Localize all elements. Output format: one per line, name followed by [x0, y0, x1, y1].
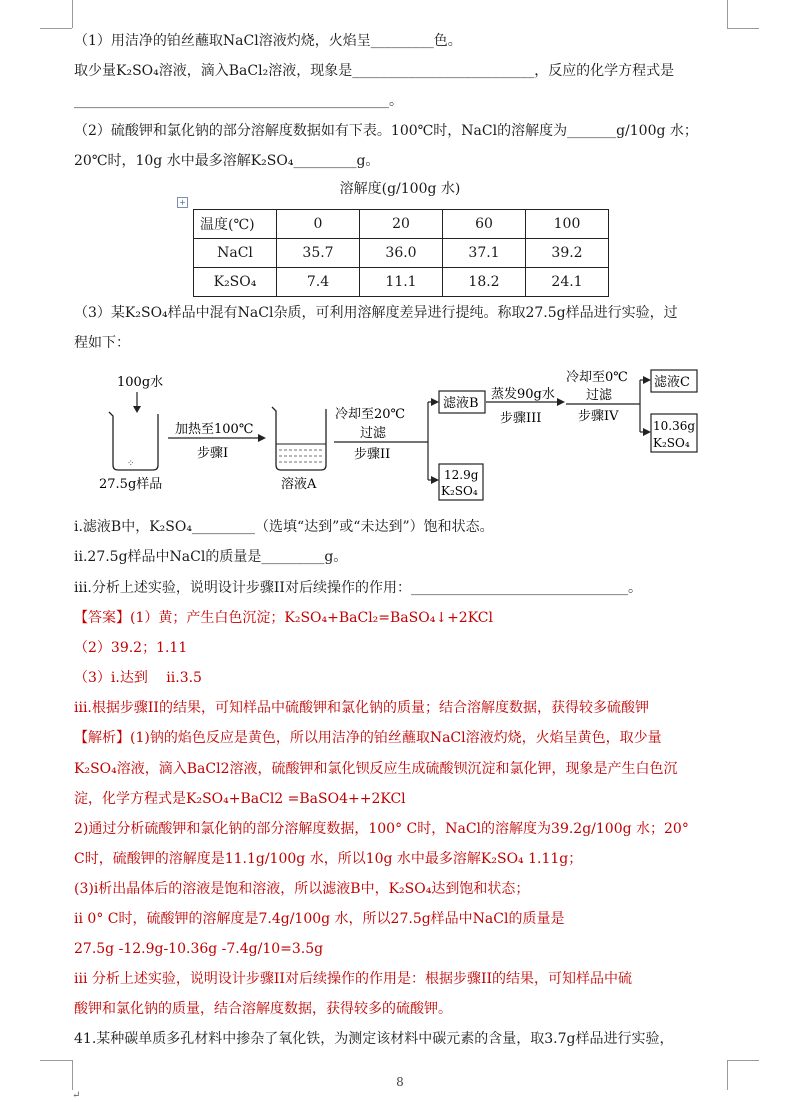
q3-line1: （3）某K₂SO₄样品中混有NaCl杂质，可利用溶解度差异进行提纯。称取27.5g样品进行实验，过 — [74, 305, 678, 321]
analysis-line9: iii 分析上述实验，说明设计步骤II对后续操作的作用是：根据步骤II的结果，可知样品中硫 — [74, 971, 633, 987]
analysis-label: 【解析】 — [74, 730, 130, 746]
question-ii: ii.27.5g样品中NaCl的质量是_________g。 — [74, 549, 348, 565]
analysis-line10: 酸钾和氯化钠的质量，结合溶解度数据，获得较多的硫酸钾。 — [74, 1001, 452, 1017]
table-row — [194, 239, 609, 268]
analysis-line1: 【解析】(1)钠的焰色反应是黄色，所以用洁净的铂丝蘸取NaCl溶液灼烧，火焰呈黄色，取少量 — [74, 730, 662, 746]
experiment-flow-diagram — [95, 362, 715, 507]
table-row — [194, 210, 609, 239]
solubility-table — [193, 209, 609, 297]
evap-label: 蒸发90g水 — [491, 387, 555, 402]
answer-line3: （3）i.达到 ii.3.5 — [74, 670, 202, 686]
analysis-line4: 2)通过分析硫酸钾和氯化钠的部分溶解度数据，100° C时，NaCl的溶解度为39.2g/100g 水；20° — [74, 821, 689, 837]
crop-mark-top-right — [727, 0, 728, 28]
analysis-line3: 淀，化学方程式是K₂SO₄+BaCl2 =BaSO4++2KCl — [74, 791, 406, 807]
table-cell: 18.2 — [443, 268, 526, 297]
heat-label: 加热至100℃ — [175, 422, 254, 437]
table-cell: 39.2 — [526, 239, 609, 268]
answer-line2: （2）39.2；1.11 — [74, 640, 188, 656]
q1-line3: _____________________________________________。 — [74, 93, 403, 109]
crop-mark-bottom-left-h — [40, 1060, 72, 1061]
step2-label: 步骤II — [354, 447, 391, 462]
solution-a-label: 溶液A — [281, 477, 317, 492]
cool20-label: 冷却至20℃ — [335, 407, 406, 422]
table-cell: 36.0 — [360, 239, 443, 268]
analysis-line7: ii 0° C时，硫酸钾的溶解度是7.4g/100g 水，所以27.5g样品中NaCl的质量是 — [74, 911, 565, 927]
crop-mark-top-left — [72, 0, 73, 28]
answer-label: 【答案】 — [74, 610, 130, 626]
question-iii: iii.分析上述实验，说明设计步骤II对后续操作的作用：_______________________________。 — [74, 580, 642, 596]
cool0-label: 冷却至0℃ — [566, 370, 628, 385]
step4-label: 步骤IV — [578, 409, 619, 424]
sample-label: 27.5g样品 — [99, 477, 163, 492]
crop-mark-top-right-h — [727, 28, 759, 29]
step3-label: 步骤III — [500, 411, 542, 426]
answer-line4: iii.根据步骤II的结果，可知样品中硫酸钾和氯化钠的质量；结合溶解度数据，获得较多硫酸钾 — [74, 700, 649, 716]
q2-line1: （2）硫酸钾和氯化钠的部分溶解度数据如有下表。100℃时，NaCl的溶解度为_______g/100g 水； — [74, 123, 698, 139]
solid2-formula: K₂SO₄ — [653, 436, 690, 450]
solid2-mass: 10.36g — [653, 419, 696, 433]
table-title: 溶解度(g/100g 水) — [339, 181, 461, 197]
table-cell: 35.7 — [277, 239, 360, 268]
analysis-line8: 27.5g -12.9g-10.36g -7.4g/10=3.5g — [74, 941, 324, 957]
svg-text:⁘: ⁘ — [127, 459, 135, 469]
table-cell: 100 — [526, 210, 609, 239]
step1-label: 步骤I — [197, 446, 229, 461]
answer-line1: 【答案】(1）黄；产生白色沉淀；K₂SO₄+BaCl₂=BaSO₄↓+2KCl — [74, 610, 493, 626]
table-cell: 20 — [360, 210, 443, 239]
filter-label-2: 过滤 — [586, 388, 613, 403]
table-cell: 24.1 — [526, 268, 609, 297]
table-cell: 0 — [277, 210, 360, 239]
paragraph-mark-icon: ↵ — [72, 1090, 81, 1101]
table-cell: 11.1 — [360, 268, 443, 297]
table-move-handle-icon[interactable]: + — [177, 197, 188, 208]
q1-line2: 取少量K₂SO₄溶液，滴入BaCl₂溶液，现象是__________________________，反应的化学方程式是 — [74, 63, 675, 79]
solid1-mass: 12.9g — [444, 468, 479, 482]
table-cell: NaCl — [194, 239, 277, 268]
analysis-line6: (3)i析出晶体后的溶液是饱和溶液，所以滤液B中，K₂SO₄达到饱和状态； — [74, 881, 530, 897]
beaker-2 — [272, 407, 326, 470]
table-cell: 温度(℃) — [194, 210, 277, 239]
analysis-line2: K₂SO₄溶液，滴入BaCl2溶液，硫酸钾和氯化钡反应生成硫酸钡沉淀和氯化钾，现象是产生白色沉 — [74, 761, 678, 777]
water-label: 100g水 — [117, 375, 164, 390]
question-i: i.滤液B中，K₂SO₄_________（选填“达到”或“未达到”）饱和状态。 — [74, 519, 494, 535]
table-row — [194, 268, 609, 297]
crop-mark-top-left-h — [40, 28, 72, 29]
analysis-line5: C时，硫酸钾的溶解度是11.1g/100g 水，所以10g 水中最多溶解K₂SO₄ 1.11g； — [74, 851, 583, 867]
page-number: 8 — [396, 1075, 404, 1089]
q2-line2: 20℃时，10g 水中最多溶解K₂SO₄_________g。 — [74, 153, 380, 169]
filtrate-c-label: 滤液C — [654, 375, 690, 390]
table-cell: 60 — [443, 210, 526, 239]
table-cell: K₂SO₄ — [194, 268, 277, 297]
solid1-formula: K₂SO₄ — [441, 484, 478, 498]
table-cell: 7.4 — [277, 268, 360, 297]
q3-line2: 程如下： — [74, 335, 130, 351]
table-cell: 37.1 — [443, 239, 526, 268]
q41-line: 41.某种碳单质多孔材料中掺杂了氧化铁，为测定该材料中碳元素的含量，取3.7g样品进行实验， — [74, 1031, 674, 1047]
crop-mark-bottom-right-h — [727, 1060, 759, 1061]
filtrate-b-label: 滤液B — [443, 396, 479, 411]
q1-line1: （1）用洁净的铂丝蘸取NaCl溶液灼烧，火焰呈_________色。 — [74, 33, 462, 49]
filter-label-1: 过滤 — [360, 426, 387, 441]
